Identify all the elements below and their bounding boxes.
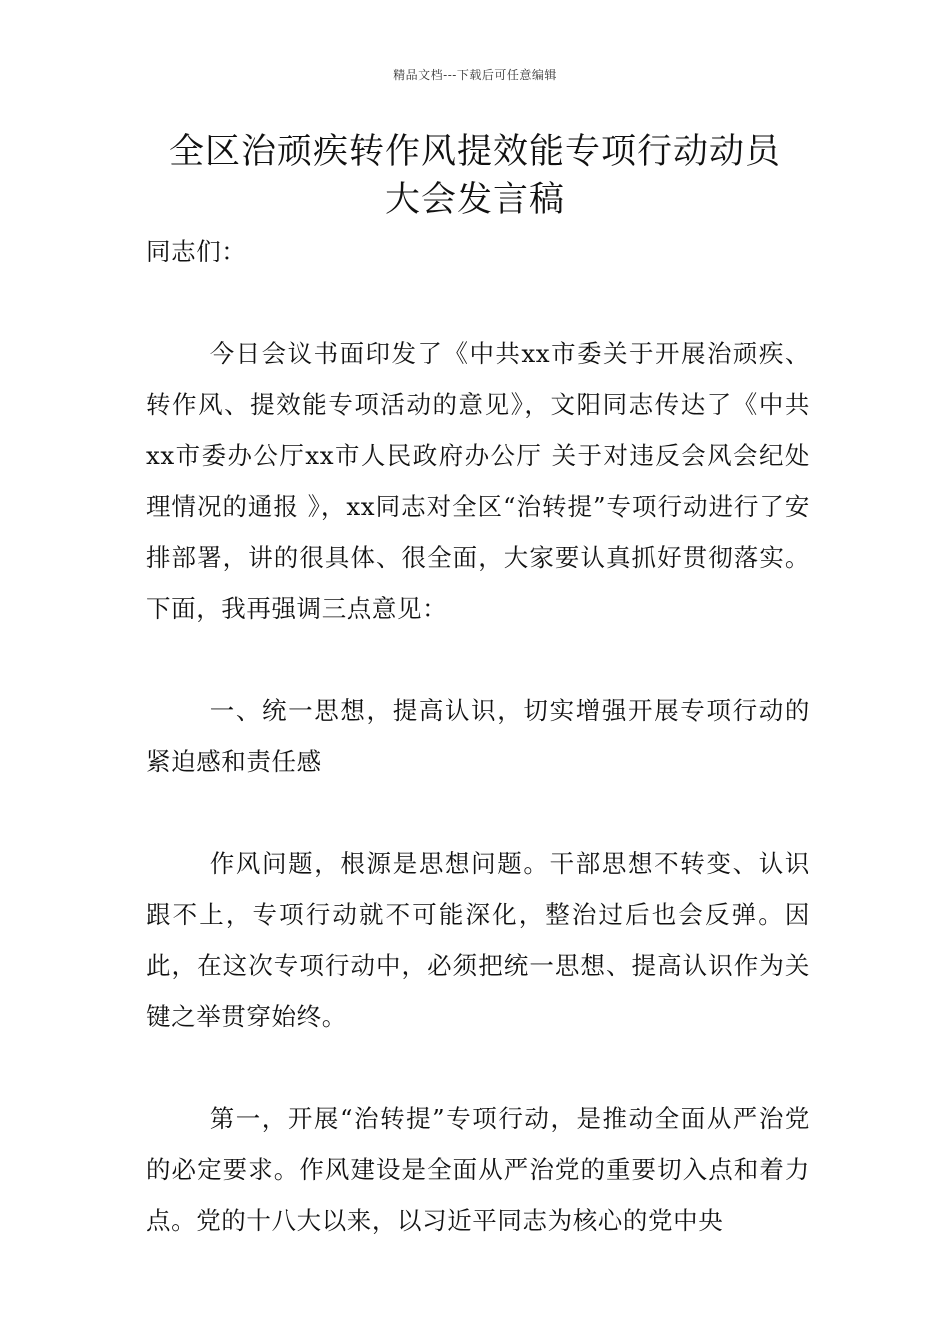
section-heading-1: 一、统一思想，提高认识，切实增强开展专项行动的紧迫感和责任感 — [146, 696, 810, 776]
paragraph-body-1: 作风问题，根源是思想问题。干部思想不转变、认识跟不上，专项行动就不可能深化，整治过后也会反弹。因此，在这次专项行动中，必须把统一思想、提高认识作为关键之举贯穿始终。 — [146, 849, 810, 1031]
paragraph-spacer — [146, 787, 810, 838]
paragraph-intro: 今日会议书面印发了《中共xx市委关于开展治顽疾、转作风、提效能专项活动的意见》，文阳同志传达了《中共xx市委办公厅xx市人民政府办公厅 关于对违反会风会纪处理情况的通报 》，xx同志对全区“治转提”专项行动进行了安排部署，讲的很具体、很全面，大家要认真抓好贯彻落实。下面，我再强调三点意见： — [146, 339, 810, 623]
paragraph-spacer — [146, 634, 810, 685]
paragraph-spacer — [146, 277, 810, 328]
header-note: 精品文档---下载后可任意编辑 — [393, 68, 557, 82]
document-title — [120, 128, 830, 224]
title-line-1: 全区治顽疾转作风提效能专项行动动员 — [168, 132, 781, 172]
salutation: 同志们： — [146, 237, 247, 266]
document-body — [146, 226, 810, 1246]
paragraph-body-2: 第一，开展“治转提”专项行动，是推动全面从严治党的必定要求。作风建设是全面从严治党的重要切入点和着力点。党的十八大以来，以习近平同志为核心的党中央 — [146, 1104, 810, 1235]
title-line-2: 大会发言稿 — [384, 180, 565, 220]
paragraph-spacer — [146, 1042, 810, 1093]
